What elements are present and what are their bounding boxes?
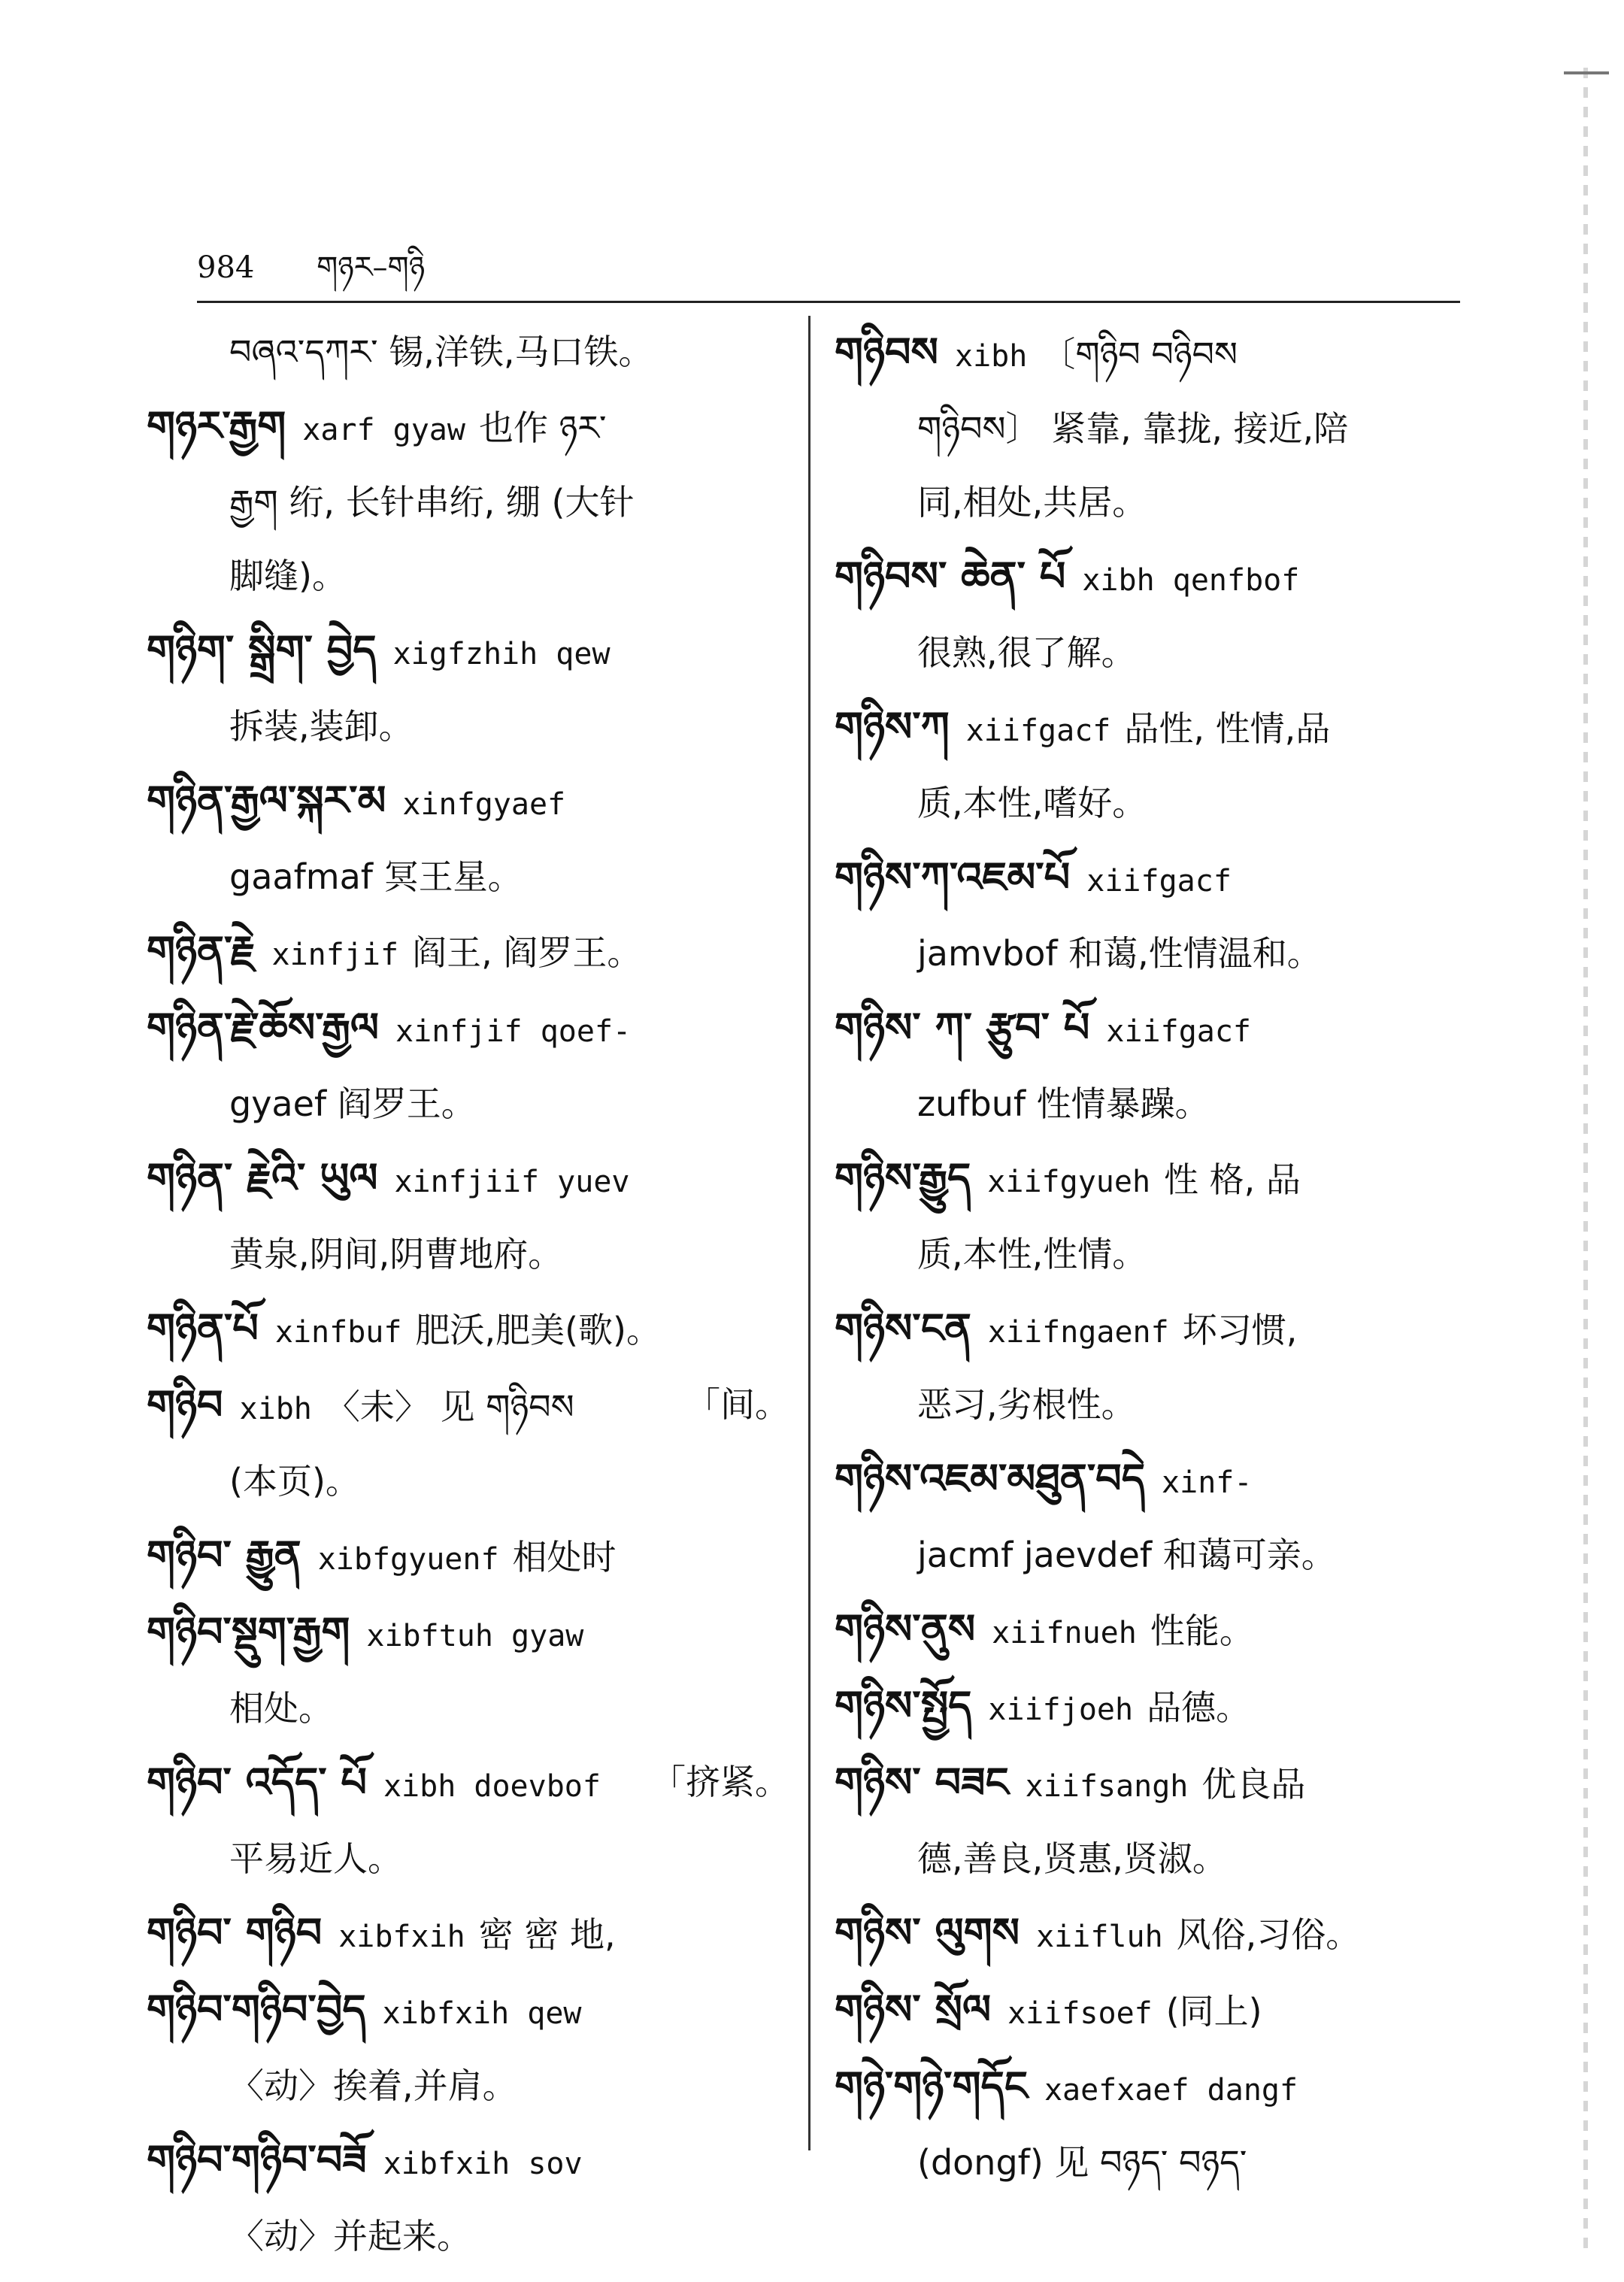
dictionary-entry [835, 991, 1459, 1141]
entry-definition-continued: 平易近人。 [229, 1838, 402, 1879]
dictionary-entry [835, 1141, 1459, 1292]
entry-definition: 性能。 [1150, 1611, 1254, 1651]
entry-headword: གཉིབ་སྡུག་རྒྱག [147, 1608, 350, 1656]
entry-definition-continued: 德,善良,贤惠,贤淑。 [917, 1838, 1227, 1879]
entry-romanization: xiifsoef [1007, 1996, 1153, 2031]
entry-headword: གཉིས་ཀ་འཇམ་པོ [835, 853, 1071, 901]
dictionary-entry [147, 614, 789, 764]
entry-headword: གཉིབ་གཉིབ་བྱེད [147, 1985, 366, 2033]
entry-definition: 〈未〉 见 གཉིབས [325, 1386, 574, 1427]
dictionary-entry [835, 316, 1459, 540]
entry-headword: གཉར་རྒྱག [147, 402, 286, 450]
entry-definition: 密 密 地, [478, 1914, 616, 1955]
entry-definition-continued: 相处。 [229, 1688, 333, 1729]
entry-definition-continued: gyaef 阎罗王。 [229, 1083, 476, 1124]
page-header [197, 233, 425, 318]
dictionary-entry [835, 1669, 1459, 1746]
entry-definition-continued: (本页)。 [229, 1461, 360, 1502]
entry-headword: གཉིབས་ ཆེན་ པོ [835, 552, 1066, 600]
entry-definition: 性 格, 品 [1164, 1159, 1301, 1200]
entry-headword: གཉིས་རྒྱུད [835, 1153, 971, 1202]
dictionary-entry [147, 1896, 789, 1973]
entry-romanization: xibfxih sov [383, 2147, 583, 2181]
entry-definition-continued: jamvbof 和蔼,性情温和。 [917, 933, 1322, 974]
entry-definition: 肥沃,肥美(歌)。 [415, 1310, 661, 1350]
entry-romanization: xigfzhih qew [392, 637, 611, 671]
entry-headword: གཉིས་ ལུགས [835, 1908, 1020, 1956]
entry-definition-continued: 很熟,很了解。 [917, 632, 1136, 673]
edge-tick [1564, 71, 1609, 74]
entry-romanization: xinfjif qoef- [395, 1014, 632, 1049]
header-rule [197, 301, 1460, 303]
entry-definition: 阎王, 阎罗王。 [412, 932, 642, 973]
column-divider [808, 316, 810, 2150]
entry-romanization: xibh qenfbof [1082, 563, 1300, 598]
entry-romanization: xinf- [1162, 1465, 1253, 1500]
dictionary-entry [147, 991, 789, 1141]
entry-headword: གཉིན་ རྗེའི་ ཡུལ [147, 1153, 378, 1202]
left-column [147, 316, 789, 2274]
dictionary-entry [147, 1746, 789, 1896]
entry-definition-continued: རྒྱག 绗, 长针串绗, 绷 (大针 [229, 482, 635, 523]
page-edge [1583, 68, 1588, 2248]
dictionary-entry [835, 1442, 1459, 1593]
dictionary-entry [835, 1593, 1459, 1669]
dictionary-entry [147, 316, 789, 389]
margin-note: 「挤紧。 [651, 1762, 789, 1802]
entry-headword: གཉིན་རྗེ [147, 926, 256, 974]
page-number: 984 [197, 250, 255, 285]
entry-definition-continued: 黄泉,阴间,阴曹地府。 [229, 1234, 563, 1274]
entry-headword: གཉིས་ནུས [835, 1605, 976, 1653]
dictionary-entry [147, 1141, 789, 1292]
entry-definition: 坏习惯, [1182, 1310, 1298, 1350]
dictionary-entry [147, 1292, 789, 1368]
entry-headword: གཉིན་རྒྱལ་སྐར་མ [147, 776, 386, 824]
entry-romanization: xiifluh [1036, 1920, 1163, 1954]
entry-romanization: xiifngaenf [987, 1315, 1169, 1350]
dictionary-entry [147, 389, 789, 614]
dictionary-entry [147, 1596, 789, 1746]
entry-romanization: xibfxih [338, 1920, 465, 1954]
entry-headword: གཉིན་རྗེ་ཆོས་རྒྱལ [147, 1003, 380, 1051]
entry-headword: གཉིས་ཀ [835, 702, 950, 750]
entry-romanization: xibh [239, 1392, 312, 1426]
dictionary-entry [835, 2050, 1459, 2200]
entry-definition: 品性, 性情,品 [1124, 708, 1331, 749]
entry-headword: གཉིས་ ཀ་ རྩུབ་ པོ [835, 1003, 1090, 1051]
entry-romanization: xaefxaef dangf [1044, 2073, 1298, 2108]
dictionary-entry [147, 914, 789, 991]
dictionary-entry [835, 1896, 1459, 1973]
entry-headword: གཉིས་ བཟང [835, 1758, 1009, 1806]
entry-definition: 相处时 [512, 1537, 617, 1577]
right-column [835, 316, 1459, 2200]
dictionary-entry [835, 690, 1459, 841]
entry-headword: གཉིས་ སྲོལ [835, 1985, 992, 2033]
entry-definition: (同上) [1165, 1991, 1262, 2032]
entry-romanization: xibftuh gyaw [366, 1619, 584, 1653]
dictionary-entry [835, 1292, 1459, 1442]
margin-note: 「间。 [686, 1384, 789, 1425]
entry-definition-continued: jacmf jaevdef 和蔼可亲。 [917, 1535, 1336, 1575]
entry-headword: གཉེ་གཉེ་གདོང [835, 2062, 1028, 2110]
entry-definition: བཞའ་དཀར་ 锡,洋铁,马口铁。 [229, 332, 653, 372]
entry-headword: གཉིབ་ འདོད་ པོ [147, 1758, 367, 1806]
dictionary-entry [835, 1746, 1459, 1896]
entry-definition-continued: 恶习,劣根性。 [917, 1384, 1136, 1425]
section-range: གཉར–གཉི [317, 250, 426, 285]
entry-headword: གཉིས་ངན [835, 1304, 971, 1352]
entry-definition-continued: (dongf) 见 བཉད་ བཉད་ [917, 2142, 1247, 2183]
entry-definition-continued: 脚缝)。 [229, 556, 347, 596]
entry-headword: གཉིས་སྤྱོད [835, 1681, 972, 1729]
dictionary-entry [835, 1973, 1459, 2050]
entry-definition-continued: གཉིབས〕 紧靠, 靠拢, 接近,陪 [917, 408, 1349, 449]
entry-romanization: xibfgyuenf [317, 1542, 499, 1577]
entry-romanization: xinfgyaef [402, 787, 566, 822]
entry-headword: གཉིབས [835, 328, 938, 376]
entry-romanization: xinfjiif yuev [394, 1165, 630, 1199]
entry-definition-continued: 质,本性,性情。 [917, 1234, 1147, 1274]
dictionary-entry [147, 764, 789, 914]
entry-definition: 〔གཉིབ བཉིབས [1041, 334, 1238, 374]
entry-romanization: xibh doevbof [383, 1769, 601, 1804]
entry-headword: གཉིབ་ གཉིབ [147, 1908, 323, 1956]
entry-definition-continued: 质,本性,嗜好。 [917, 783, 1147, 823]
dictionary-entry [147, 1519, 789, 1596]
entry-headword: གཉིས་འཇམ་མཐུན་བདེ [835, 1454, 1146, 1502]
entry-romanization: xiifgacf [1106, 1014, 1252, 1049]
entry-definition: 优良品 [1201, 1764, 1306, 1805]
entry-headword: གཉིན་པོ [147, 1304, 259, 1352]
entry-romanization: xibh [954, 339, 1028, 374]
entry-romanization: xiifnueh [992, 1616, 1137, 1650]
entry-romanization: xarf gyaw [302, 413, 465, 447]
entry-romanization: xiifgacf [1086, 864, 1232, 899]
dictionary-entry [147, 2123, 789, 2274]
entry-definition-continued: zufbuf 性情暴躁。 [917, 1083, 1210, 1124]
entry-definition: 也作 ཉར་ [478, 408, 607, 448]
entry-headword: གཉིབ [147, 1380, 223, 1429]
entry-headword: གཉིག་ སྒྲིག་ བྱེད [147, 626, 377, 674]
entry-romanization: xiifgacf [965, 714, 1111, 748]
entry-romanization: xinfjif [271, 938, 399, 972]
dictionary-entry [147, 1973, 789, 2123]
entry-romanization: xiifjoeh [988, 1693, 1134, 1727]
entry-romanization: xinfbuf [274, 1315, 402, 1350]
dictionary-entry [835, 841, 1459, 991]
entry-romanization: xiifsangh [1025, 1769, 1189, 1804]
entry-definition-continued: 同,相处,共居。 [917, 482, 1147, 523]
entry-definition: 品德。 [1147, 1687, 1251, 1728]
entry-definition-continued: 〈动〉并起来。 [229, 2216, 471, 2256]
entry-definition-continued: 〈动〉挨着,并肩。 [229, 2065, 517, 2106]
entry-definition-continued: gaafmaf 冥王星。 [229, 856, 523, 897]
dictionary-entry [147, 1368, 789, 1519]
entry-headword: གཉིབ་གཉིབ་བཟོ [147, 2135, 367, 2184]
entry-romanization: xiifgyueh [987, 1165, 1151, 1199]
dictionary-entry [835, 540, 1459, 690]
entry-definition-continued: 拆装,装卸。 [229, 706, 414, 747]
entry-headword: གཉིབ་ རྒྱུན [147, 1531, 301, 1579]
entry-definition: 风俗,习俗。 [1176, 1914, 1361, 1955]
entry-romanization: xibfxih qew [382, 1996, 582, 2031]
